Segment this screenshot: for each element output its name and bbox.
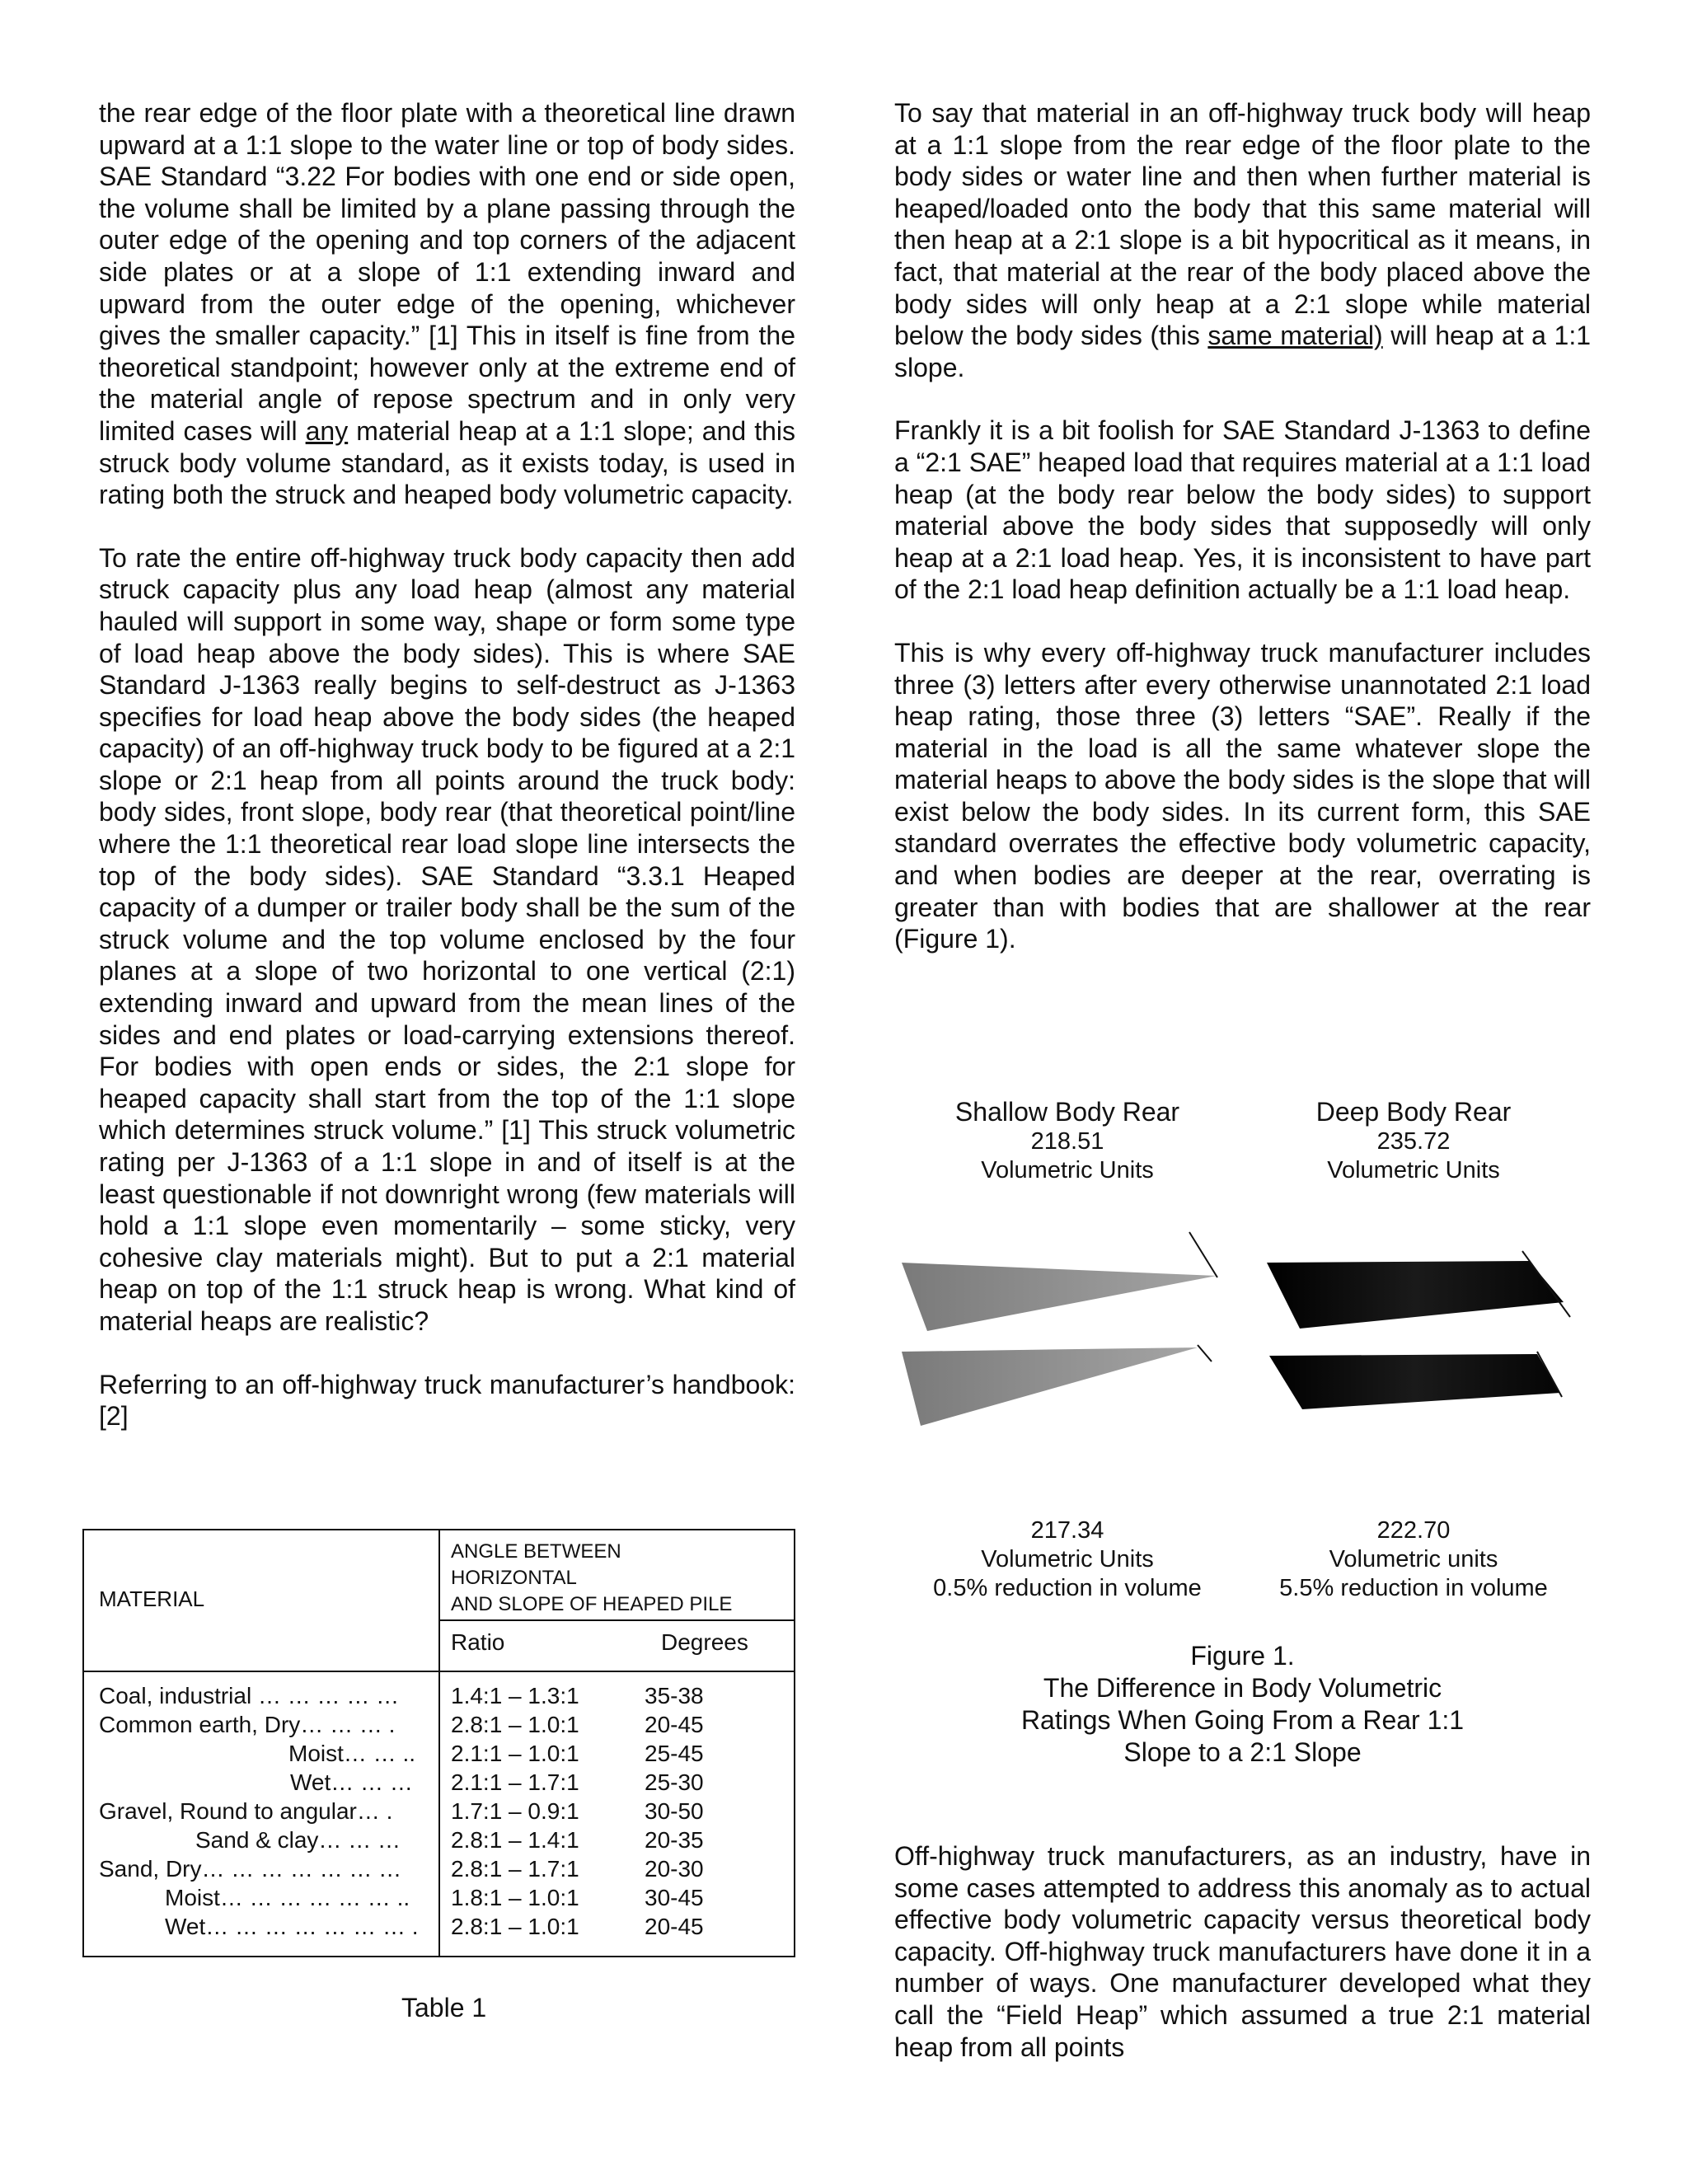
deep2-unit: Volumetric units	[1329, 1546, 1498, 1572]
deep2-reduction: 5.5% reduction in volume	[1279, 1575, 1548, 1601]
right-column	[894, 97, 1591, 955]
row-ratio: 1.7:1 – 0.9:1	[451, 1798, 579, 1824]
table-caption: Table 1	[401, 1993, 487, 2022]
shallow-body-label	[894, 1096, 1240, 1185]
row-degrees: 25-45	[645, 1741, 704, 1766]
row-degrees: 30-45	[645, 1885, 704, 1910]
figure-caption-line-1: Figure 1.	[1190, 1641, 1295, 1671]
shallow-body-2to1-label	[894, 1516, 1240, 1603]
row-material: Sand & clay… … …	[195, 1827, 401, 1853]
table-row	[84, 1739, 794, 1768]
table-row	[84, 1883, 794, 1912]
row-ratio: 2.1:1 – 1.7:1	[451, 1769, 579, 1795]
deep-body-1to1-shape	[1267, 1251, 1570, 1329]
row-degrees: 30-50	[645, 1798, 704, 1824]
row-degrees: 20-35	[645, 1827, 704, 1853]
left-p1-text-b: material heap at a 1:1 slope; and this struck body volume standard, as it exists today, is used in rating both the struck and heaped body volumetric capacity.	[99, 415, 796, 510]
deep-body-2to1-shape	[1269, 1352, 1562, 1409]
table-header-ratio: Ratio	[451, 1629, 505, 1655]
left-p1-underlined: any	[305, 415, 349, 446]
figure-caption	[894, 1640, 1591, 1769]
table-header-angle-line-1: ANGLE BETWEEN	[451, 1540, 621, 1563]
right-paragraph-2: Frankly it is a bit foolish for SAE Standard J-1363 to define a “2:1 SAE” heaped load that requires material at a 1:1 load heap (at the body rear below the body sides) to support material above the body sides that supposedly will only heap at a 2:1 load heap. Yes, it is inconsistent to have part of the 2:1 load heap definition actually be a 1:1 load heap.	[894, 415, 1591, 605]
row-ratio: 2.8:1 – 1.0:1	[451, 1914, 579, 1939]
row-material: Moist… … ..	[288, 1741, 416, 1766]
table-row	[84, 1681, 794, 1710]
body-profile-diagrams	[894, 1228, 1591, 1475]
table-row	[84, 1825, 794, 1854]
right-paragraph-4: Off-highway truck manufacturers, as an industry, have in some cases attempted to address this anomaly as to actual effective body volumetric capacity versus theoretical body capacity. Off-highway truck manufacturers have done it in a number of ways. One manufacturer developed what they call the “Field Heap” which assumed a true 2:1 material heap from all points	[894, 1841, 1591, 2062]
table-header-material: MATERIAL	[99, 1586, 205, 1611]
row-material: Coal, industrial … … … … …	[99, 1683, 400, 1708]
table-row	[84, 1797, 794, 1825]
shallow-title: Shallow Body Rear	[954, 1097, 1180, 1127]
table-header-angle	[451, 1539, 732, 1618]
shallow2-reduction: 0.5% reduction in volume	[933, 1575, 1202, 1601]
right-p1-text-b: will heap at a 1:1 slope.	[894, 321, 1592, 382]
left-column	[99, 97, 795, 1432]
table-row	[84, 1768, 794, 1797]
deep-unit: Volumetric Units	[1327, 1157, 1500, 1183]
shallow2-value: 217.34	[1030, 1517, 1104, 1544]
deep-title: Deep Body Rear	[1315, 1097, 1512, 1127]
shallow2-unit: Volumetric Units	[981, 1546, 1154, 1572]
figure-1	[894, 1096, 1591, 1838]
row-degrees: 25-30	[645, 1769, 704, 1795]
table-header-angle-line-2: HORIZONTAL	[451, 1567, 577, 1589]
row-material: Common earth, Dry… … … .	[99, 1712, 396, 1737]
row-material: Wet… … …	[290, 1769, 413, 1795]
shallow-value: 218.51	[1030, 1128, 1104, 1155]
figure-caption-line-2: The Difference in Body Volumetric	[1043, 1673, 1442, 1703]
row-ratio: 2.1:1 – 1.0:1	[451, 1741, 579, 1766]
right-paragraph-1	[894, 97, 1591, 383]
table-row	[84, 1912, 794, 1941]
row-degrees: 20-30	[645, 1856, 704, 1882]
row-material: Moist… … … … … … ..	[165, 1885, 410, 1910]
right-column-bottom	[894, 1840, 1591, 2063]
shallow-unit: Volumetric Units	[981, 1157, 1154, 1183]
row-ratio: 2.8:1 – 1.4:1	[451, 1827, 579, 1853]
row-ratio: 1.4:1 – 1.3:1	[451, 1683, 579, 1708]
left-paragraph-3: Referring to an off-highway truck manufacturer’s handbook: [2]	[99, 1369, 795, 1432]
row-ratio: 2.8:1 – 1.7:1	[451, 1856, 579, 1882]
table-body	[84, 1681, 794, 1941]
row-material: Sand, Dry… … … … … … …	[99, 1856, 402, 1882]
row-degrees: 20-45	[645, 1712, 704, 1737]
deep-body-2to1-label	[1240, 1516, 1587, 1603]
row-ratio: 2.8:1 – 1.0:1	[451, 1712, 579, 1737]
right-paragraph-3: This is why every off-highway truck manufacturer includes three (3) letters after every otherwise unannotated 2:1 load heap rating, those three (3) letters “SAE”. Really if the material in the load is all the same whatever slope the material heaps to above the body sides is the slope that will exist below the body sides. In its current form, this SAE standard overrates the effective body volumetric capacity, and when bodies are deeper at the rear, overrating is greater than with bodies that are shallower at the rear (Figure 1).	[894, 637, 1591, 954]
left-paragraph-2: To rate the entire off-highway truck body capacity then add struck capacity plus any load heap (almost any material hauled will support in some way, shape or form some type of load heap above the body sides). This is where SAE Standard J-1363 really begins to self-destruct as J-1363 specifies for load heap above the body sides (the heaped capacity) of an off-highway truck body to be figured at a 2:1 slope or 2:1 heap from all points around the truck body: body sides, front slope, body rear (that theoretical point/line where the 1:1 theoretical rear load slope line intersects the top of the body sides). SAE Standard “3.3.1 Heaped capacity of a dumper or trailer body shall be the sum of the struck volume and the top volume enclosed by the four planes at a slope of two horizontal to one vertical (2:1) extending inward and upward from the mean lines of the sides and end plates or load-carrying extensions thereof. For bodies with open ends or sides, the 2:1 slope for heaped capacity shall start from the top of the 1:1 slope which determines struck volume.” [1] This struck volumetric rating per J-1363 of a 1:1 slope in and of itself is at the least questionable if not downright wrong (few materials will hold a 1:1 slope even momentarily – some sticky, very cohesive clay materials might). But to put a 2:1 material heap on top of the 1:1 struck heap is wrong. What kind of material heaps are realistic?	[99, 542, 795, 1336]
row-ratio: 1.8:1 – 1.0:1	[451, 1885, 579, 1910]
deep-body-label	[1240, 1096, 1587, 1185]
left-p1-text-a: the rear edge of the floor plate with a theoretical line drawn upward at a 1:1 slope to the water line or top of body sides. SAE Standard “3.22 For bodies with one end or side open, the volume shall be limited by a plane passing through the outer edge of the opening and top corners of the adjacent side plates or at a slope of 1:1 extending inward and upward from the outer edge of the opening, whichever gives the smaller capacity.” [1] This in itself is fine from the theoretical standpoint; however only at the extreme end of the material angle of repose spectrum and in only very limited cases will	[99, 98, 795, 446]
right-p1-text-a: To say that material in an off-highway truck body will heap at a 1:1 slope from the rear edge of the floor plate to the body sides or water line and then when further material is heaped/loaded onto the body that this same material will then heap at a 2:1 slope is a bit hypocritical as it means, in fact, that material at the rear of the body placed above the body sides will only heap at a 2:1 slope while material below the body sides (this	[894, 98, 1591, 351]
deep2-value: 222.70	[1376, 1517, 1451, 1544]
table-row	[84, 1854, 794, 1883]
table-header-degrees: Degrees	[661, 1629, 748, 1655]
table-header-angle-line-3: AND SLOPE OF HEAPED PILE	[451, 1593, 733, 1615]
right-p1-underlined: same material)	[1207, 321, 1383, 351]
row-material: Wet… … … … … … … .	[165, 1914, 419, 1939]
figure-caption-line-4: Slope to a 2:1 Slope	[1123, 1737, 1362, 1767]
left-paragraph-1	[99, 97, 795, 511]
row-material: Gravel, Round to angular… .	[99, 1798, 393, 1824]
row-degrees: 35-38	[645, 1683, 704, 1708]
shallow-body-2to1-shape	[902, 1345, 1212, 1426]
material-table	[82, 1529, 795, 1957]
figure-caption-line-3: Ratings When Going From a Rear 1:1	[1020, 1705, 1465, 1735]
shallow-body-1to1-shape	[902, 1232, 1217, 1331]
row-degrees: 20-45	[645, 1914, 704, 1939]
table-row	[84, 1710, 794, 1739]
deep-value: 235.72	[1376, 1128, 1451, 1155]
